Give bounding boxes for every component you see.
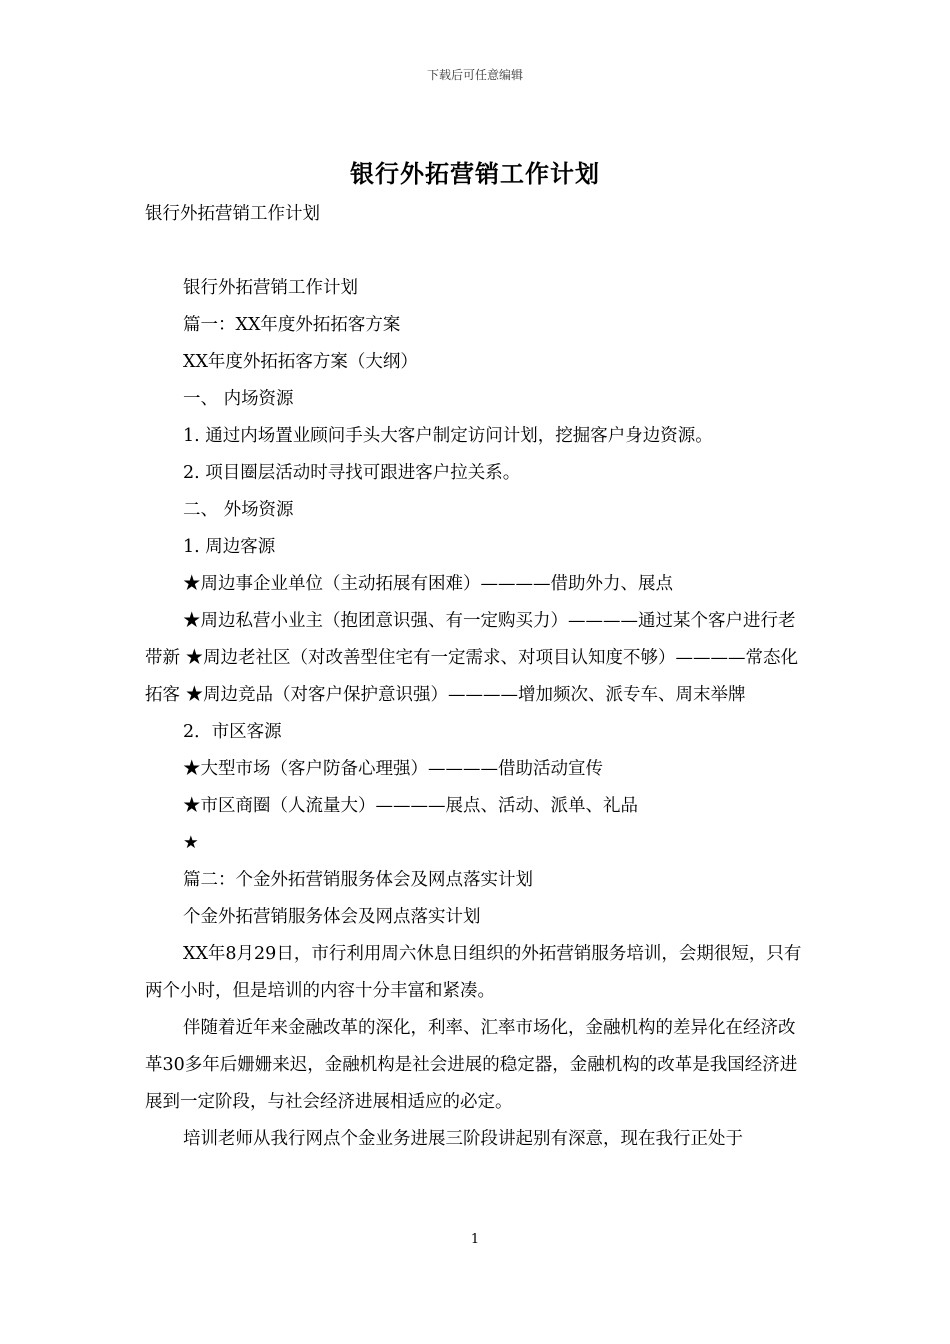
- outline-heading: 二、 外场资源: [183, 500, 294, 520]
- paragraph: 银行外拓营销工作计划: [183, 278, 358, 298]
- document-body: [145, 196, 810, 1158]
- page-number: 1: [470, 1232, 480, 1247]
- outline-heading: 一、 内场资源: [183, 389, 294, 409]
- list-item: 1. 通过内场置业顾问手头大客户制定访问计划，挖掘客户身边资源。: [183, 426, 713, 446]
- star-item: ★: [183, 833, 199, 853]
- section-heading-part-one: 篇一：XX年度外拓拓客方案: [183, 315, 401, 335]
- list-item: 1. 周边客源: [183, 537, 276, 557]
- outline-title: XX年度外拓拓客方案（大纲）: [183, 352, 418, 372]
- blank-line: [145, 233, 810, 270]
- section-heading-part-two: 篇二：个金外拓营销服务体会及网点落实计划: [183, 870, 533, 890]
- paragraph: XX年8月29日，市行利用周六休息日组织的外拓营销服务培训，会期很短，只有两个小时，但是培训的内容十分丰富和紧凑。: [145, 944, 802, 1001]
- paragraph: 伴随着近年来金融改革的深化，利率、汇率市场化，金融机构的差异化在经济改革30多年后姗姗来迟，金融机构是社会进展的稳定器，金融机构的改革是我国经济进展到一定阶段，与社会经济进展相适应的必定。: [145, 1018, 798, 1112]
- star-item: ★市区商圈（人流量大）————展点、活动、派单、礼品: [183, 796, 638, 816]
- page-header-note: 下载后可任意编辑: [426, 68, 523, 82]
- subtitle-line: 银行外拓营销工作计划: [145, 204, 320, 224]
- list-item: 2. 项目圈层活动时寻找可跟进客户拉关系。: [183, 463, 521, 483]
- paragraph: 个金外拓营销服务体会及网点落实计划: [183, 907, 481, 927]
- star-item-block: ★周边私营小业主（抱团意识强、有一定购买力）————通过某个客户进行老带新 ★周边老社区（对改善型住宅有一定需求、对项目认知度不够）————常态化拓客 ★周边竞品（对客户保护意识强）————增加频次、派专车、周末举牌: [145, 611, 799, 705]
- star-item: ★周边事企业单位（主动拓展有困难）————借助外力、展点: [183, 574, 673, 594]
- list-item: 2．市区客源: [183, 722, 282, 742]
- document-title: 银行外拓营销工作计划: [350, 159, 600, 188]
- paragraph: 培训老师从我行网点个金业务进展三阶段讲起别有深意，现在我行正处于: [183, 1129, 743, 1149]
- star-item: ★大型市场（客户防备心理强）————借助活动宣传: [183, 759, 603, 779]
